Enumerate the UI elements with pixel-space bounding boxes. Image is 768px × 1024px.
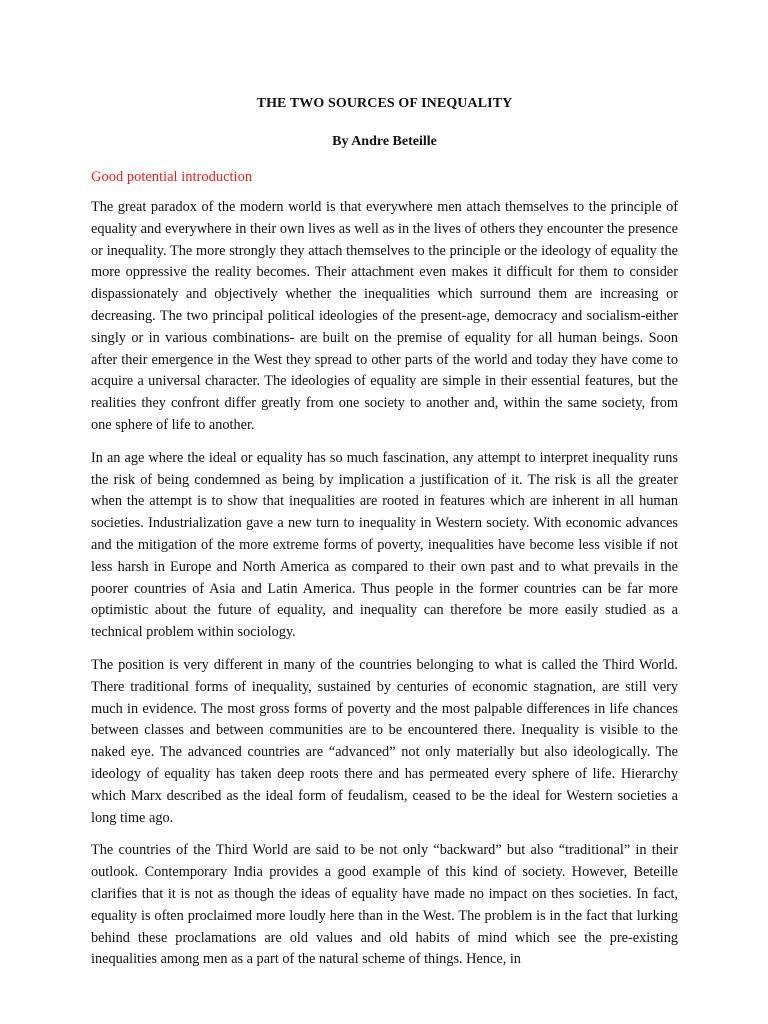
document-page	[91, 84, 678, 971]
paragraph-3: The position is very different in many of the countries belonging to what is called the Third World. There traditional forms of inequality, sustained by centuries of economic stagnation, are still very much in evidence. The most gross forms of poverty and the most palpable differences in life chances between classes and between communities are to be encountered there. Inequality is visible to the naked eye. The advanced countries are “advanced” not only materially but also ideologically. The ideology of equality has taken deep roots there and has permeated every sphere of life. Hierarchy which Marx described as the ideal form of feudalism, ceased to be the ideal for Western societies a long time ago.	[91, 656, 678, 826]
paragraph-1: The great paradox of the modern world is that everywhere men attach themselves to the principle of equality and everywhere in their own lives as well as in the lives of others they encounter the presence or inequality. The more strongly they attach themselves to the principle or the ideology of equality the more oppressive the reality becomes. Their attachment even makes it difficult for them to consider dispassionately and objectively whether the inequalities which surround them are increasing or decreasing. The two principal political ideologies of the present-age, democracy and socialism-either singly or in various combinations- are built on the premise of equality for all human beings. Soon after their emergence in the West they spread to other parts of the world and today they have come to acquire a universal character. The ideologies of equality are simple in their essential features, but the realities they confront differ greatly from one society to another and, within the same society, from one sphere of life to another.	[91, 199, 678, 433]
document-title: THE TWO SOURCES OF INEQUALITY	[256, 96, 513, 111]
annotation-note: Good potential introduction	[91, 169, 253, 185]
document-author: By Andre Beteille	[332, 134, 437, 149]
paragraph-2: In an age where the ideal or equality has so much fascination, any attempt to interpret inequality runs the risk of being condemned as being by implication a justification of it. The risk is all the greater when the attempt is to show that inequalities are rooted in features which are inherent in all human societies. Industrialization gave a new turn to inequality in Western society. With economic advances and the mitigation of the more extreme forms of poverty, inequalities have become less visible if not less harsh in Europe and North America as compared to their own past and to what prevails in the poorer countries of Asia and Latin America. Thus people in the former countries can be far more optimistic about the future of equality, and inequality can therefore be more easily studied as a technical problem within sociology.	[91, 449, 678, 641]
paragraph-4: The countries of the Third World are said to be not only “backward” but also “traditional” in their outlook. Contemporary India provides a good example of this kind of society. However, Beteille clarifies that it is not as though the ideas of equality have made no impact on thes societies. In fact, equality is often proclaimed more loudly here than in the West. The problem is in the fact that lurking behind these proclamations are old values and old habits of mind which see the pre-existing inequalities among men as a part of the natural scheme of things. Hence, in	[91, 842, 678, 968]
